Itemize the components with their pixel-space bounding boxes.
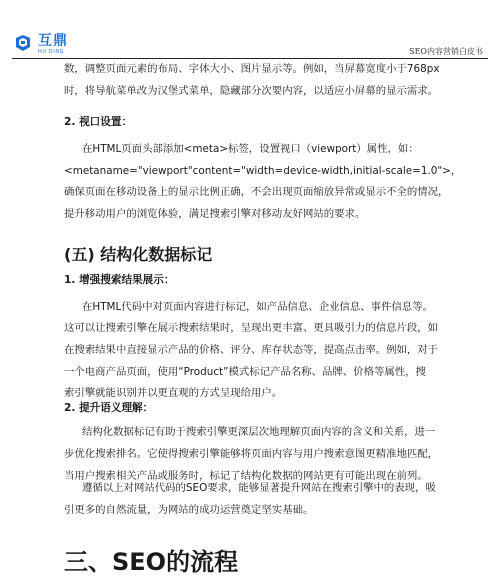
text-line: 当用户搜索相关产品或服务时，标记了结构化数据的网站更有可能出现在前列。 [64,470,428,482]
text-line: 在搜索结果中直接显示产品的价格、评分、库存状态等，提高点击率。例如，对于 [64,344,439,356]
document-title: SEO内容营销白皮书 [409,47,483,56]
text-line: 索引擎就能识别并以更直观的方式呈现给用户。 [64,387,283,399]
section-heading-enhance: 1. 增强搜索结果展示： [64,274,175,286]
text-line: 时，将导航菜单改为汉堡式菜单，隐藏部分次要内容，以适应小屏幕的显示需求。 [64,85,439,97]
text-line: 确保页面在移动设备上的显示比例正确，不会出现页面缩放异常或显示不全的情况， [64,186,449,198]
logo-name: 互鼎 [38,33,68,49]
text-line: 遵循以上对网站代码的SEO要求，能够显著提升网站在搜索引擎中的表现，吸 [82,482,436,494]
text-line: 在HTML代码中对页面内容进行标记，如产品信息、企业信息、事件信息等。 [82,301,434,313]
section-heading-semantic: 2. 提升语义理解： [64,402,154,414]
text-line: 步优化搜索排名。它使得搜索引擎能够将页面内容与用户搜索意图更精准地匹配， [64,448,439,460]
section-heading-viewport: 2. 视口设置： [64,116,133,128]
section-heading-structured-data: (五) 结构化数据标记 [64,245,213,264]
company-logo [13,34,68,55]
text-line: <metaname="viewport"content="width=device-width,initial-scale=1.0">， [64,165,462,177]
text-line: 提升移动用户的浏览体验，满足搜索引擎对移动友好网站的要求。 [64,208,366,220]
text-line: 在HTML页面头部添加<meta>标签，设置视口（viewport）属性，如： [82,143,419,155]
text-line: 一个电商产品页面，使用“Product”模式标记产品名称、品牌、价格等属性，搜 [64,366,426,378]
logo-icon [13,34,35,52]
chapter-heading-seo-process: 三、SEO的流程 [64,548,239,576]
text-line: 这可以让搜索引擎在展示搜索结果时，呈现出更丰富、更具吸引力的信息片段，如 [64,322,439,334]
page-header [0,0,500,62]
text-line: 引更多的自然流量，为网站的成功运营奠定坚实基础。 [64,504,314,516]
logo-subname: HU DING [38,49,65,55]
text-line: 结构化数据标记有助于搜索引擎更深层次地理解页面内容的含义和关系，进一 [82,426,436,438]
text-line: 数，调整页面元素的布局、字体大小、图片显示等。例如，当屏幕宽度小于768px [64,63,440,75]
